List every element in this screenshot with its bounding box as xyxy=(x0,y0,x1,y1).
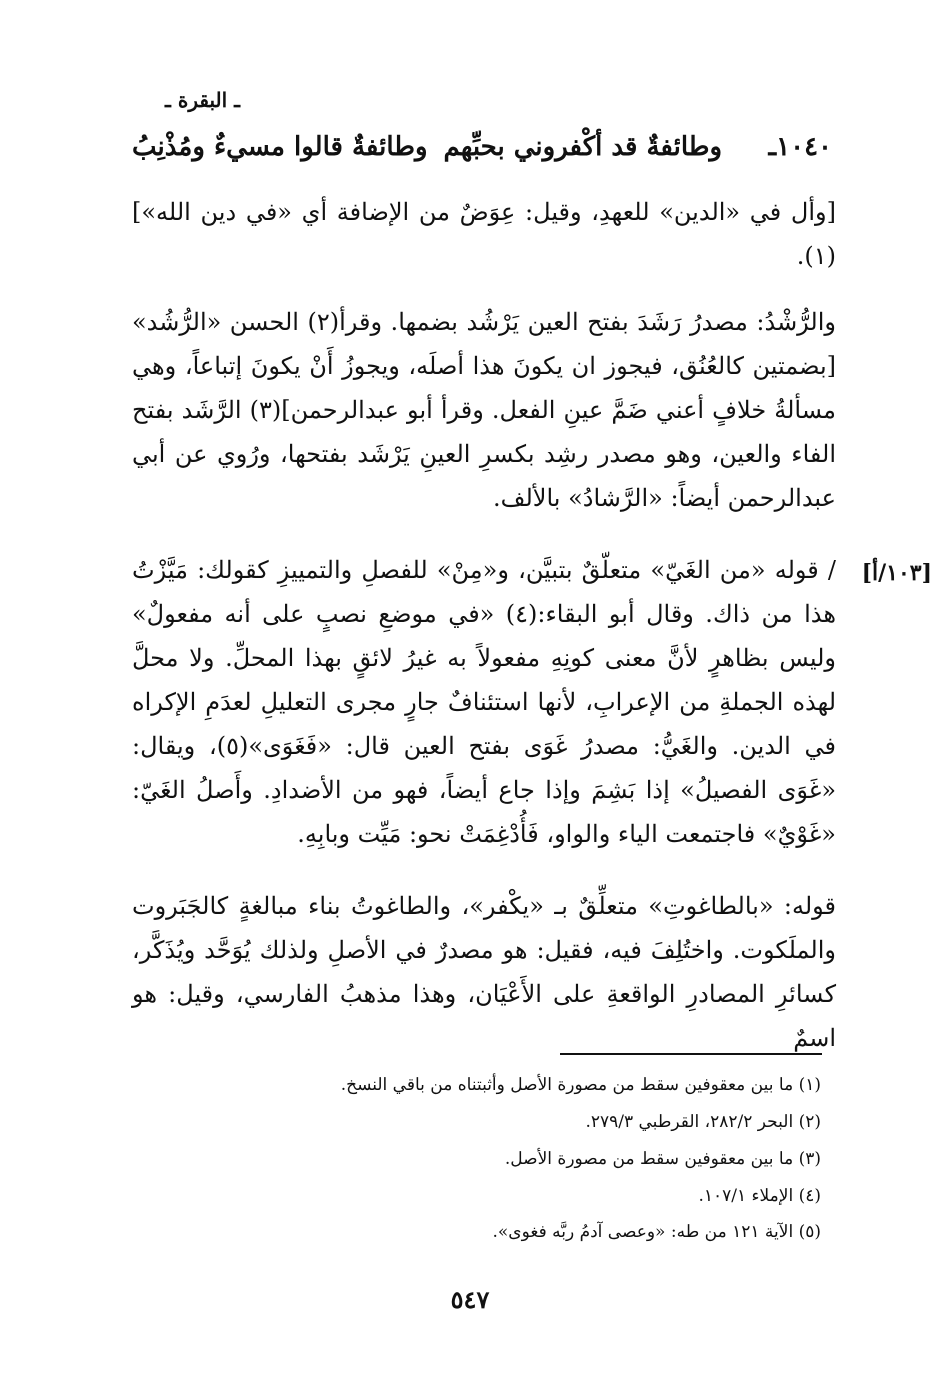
page-number: ٥٤٧ xyxy=(450,1285,490,1314)
paragraph-al-din: [وأل في «الدين» للعهدِ، وقيل: عِوَضٌ من الإضافة أي «في دين الله»](١). xyxy=(132,198,836,270)
poetry-verse xyxy=(132,132,832,178)
footnote: (٤) الإملاء ١٠٧/١. xyxy=(698,1186,821,1206)
paragraph-al-ghayy: / قوله «من الغَيّ» متعلّقٌ بتبيَّن، و«مِنْ» للفصلِ والتمييزِ كقولك: مَيَّزْتُ هذا من ذاك. وقال أبو البقاء:(٤) «في موضعِ نصبٍ على أنه مفعولٌ» وليس بظاهرٍ لأنَّ معنى كونِهِ مفعولاً به غيرُ لائقٍ بهذا المحلِّ. ولا محلَّ لهذه الجملةِ من الإعرابِ، لأنها استئنافٌ جارٍ مجرى التعليلِ لعدَمِ الإكراه في الدين. والغَيُّ: مصدرُ غَوَى بفتح العين قال: «فَغَوَى»(٥)، ويقال: «غَوَى الفصيلُ» إذا بَشِمَ وإذا جاع أيضاً، فهو من الأضدادِ. وأَصلُ الغَيّ: «غَوْيٌ» فاجتمعت الياء والواو، فَأُدْغِمَتْ نحو: مَيِّت وبابِهِ. xyxy=(132,556,837,848)
footnote: (٢) البحر ٢٨٢/٢، القرطبي ٢٧٩/٣. xyxy=(585,1112,821,1132)
footnote-separator xyxy=(560,1053,822,1055)
running-header: ـ البقرة ـ xyxy=(165,88,240,112)
footnote: (١) ما بين معقوفين سقط من مصورة الأصل وأثبتناه من باقي النسخ. xyxy=(340,1075,821,1095)
verse-hemistich-1: وطائفةٌ قد أكْفروني بحبِّهم xyxy=(443,132,722,162)
footnote: (٥) الآية ١٢١ من طه: «وعصى آدمُ ربَّه فغوى». xyxy=(492,1222,821,1242)
footnote: (٣) ما بين معقوفين سقط من مصورة الأصل. xyxy=(504,1149,821,1169)
paragraph-al-rushd: والرُّشْدُ: مصدرُ رَشَدَ بفتح العين يَرْشُد بضمها. وقرأ(٢) الحسن «الرُّشُد» [بضمتين كالعُنُق، فيجوز ان يكونَ هذا أصلَه، ويجوزُ أَنْ يكونَ إتباعاً، وهي مسألةُ خلافٍ أعني ضَمَّ عينِ الفعل. وقرأ أبو عبدالرحمن](٣) الرَّشَد بفتح الفاء والعين، وهو مصدر رشِد بكسرِ العينِ يَرْشَد بفتحها، ورُوي عن أبي عبدالرحمن أيضاً: «الرَّشادُ» بالألف. xyxy=(132,308,836,512)
verse-number: ١٠٤٠ـ xyxy=(768,132,832,162)
manuscript-folio-reference: [١٠٣/أ] xyxy=(861,560,932,586)
paragraph-al-taghut: قوله: «بالطاغوتِ» متعلِّقٌ بـ «يكْفر»، والطاغوتُ بناء مبالغةٍ كالجَبَروت والملَكوت. واختُلِفَ فيه، فقيل: هو مصدرٌ في الأصلِ ولذلك يُوَحَّد ويُذَكَّر، كسائرِ المصادرِ الواقعةِ على الأَعْيَان، وهذا مذهبُ الفارسي، وقيل: هو اسمٌ xyxy=(132,892,836,1052)
verse-hemistich-2: وطائفةٌ قالوا مسيءٌ ومُذْنِبُ xyxy=(132,132,428,162)
